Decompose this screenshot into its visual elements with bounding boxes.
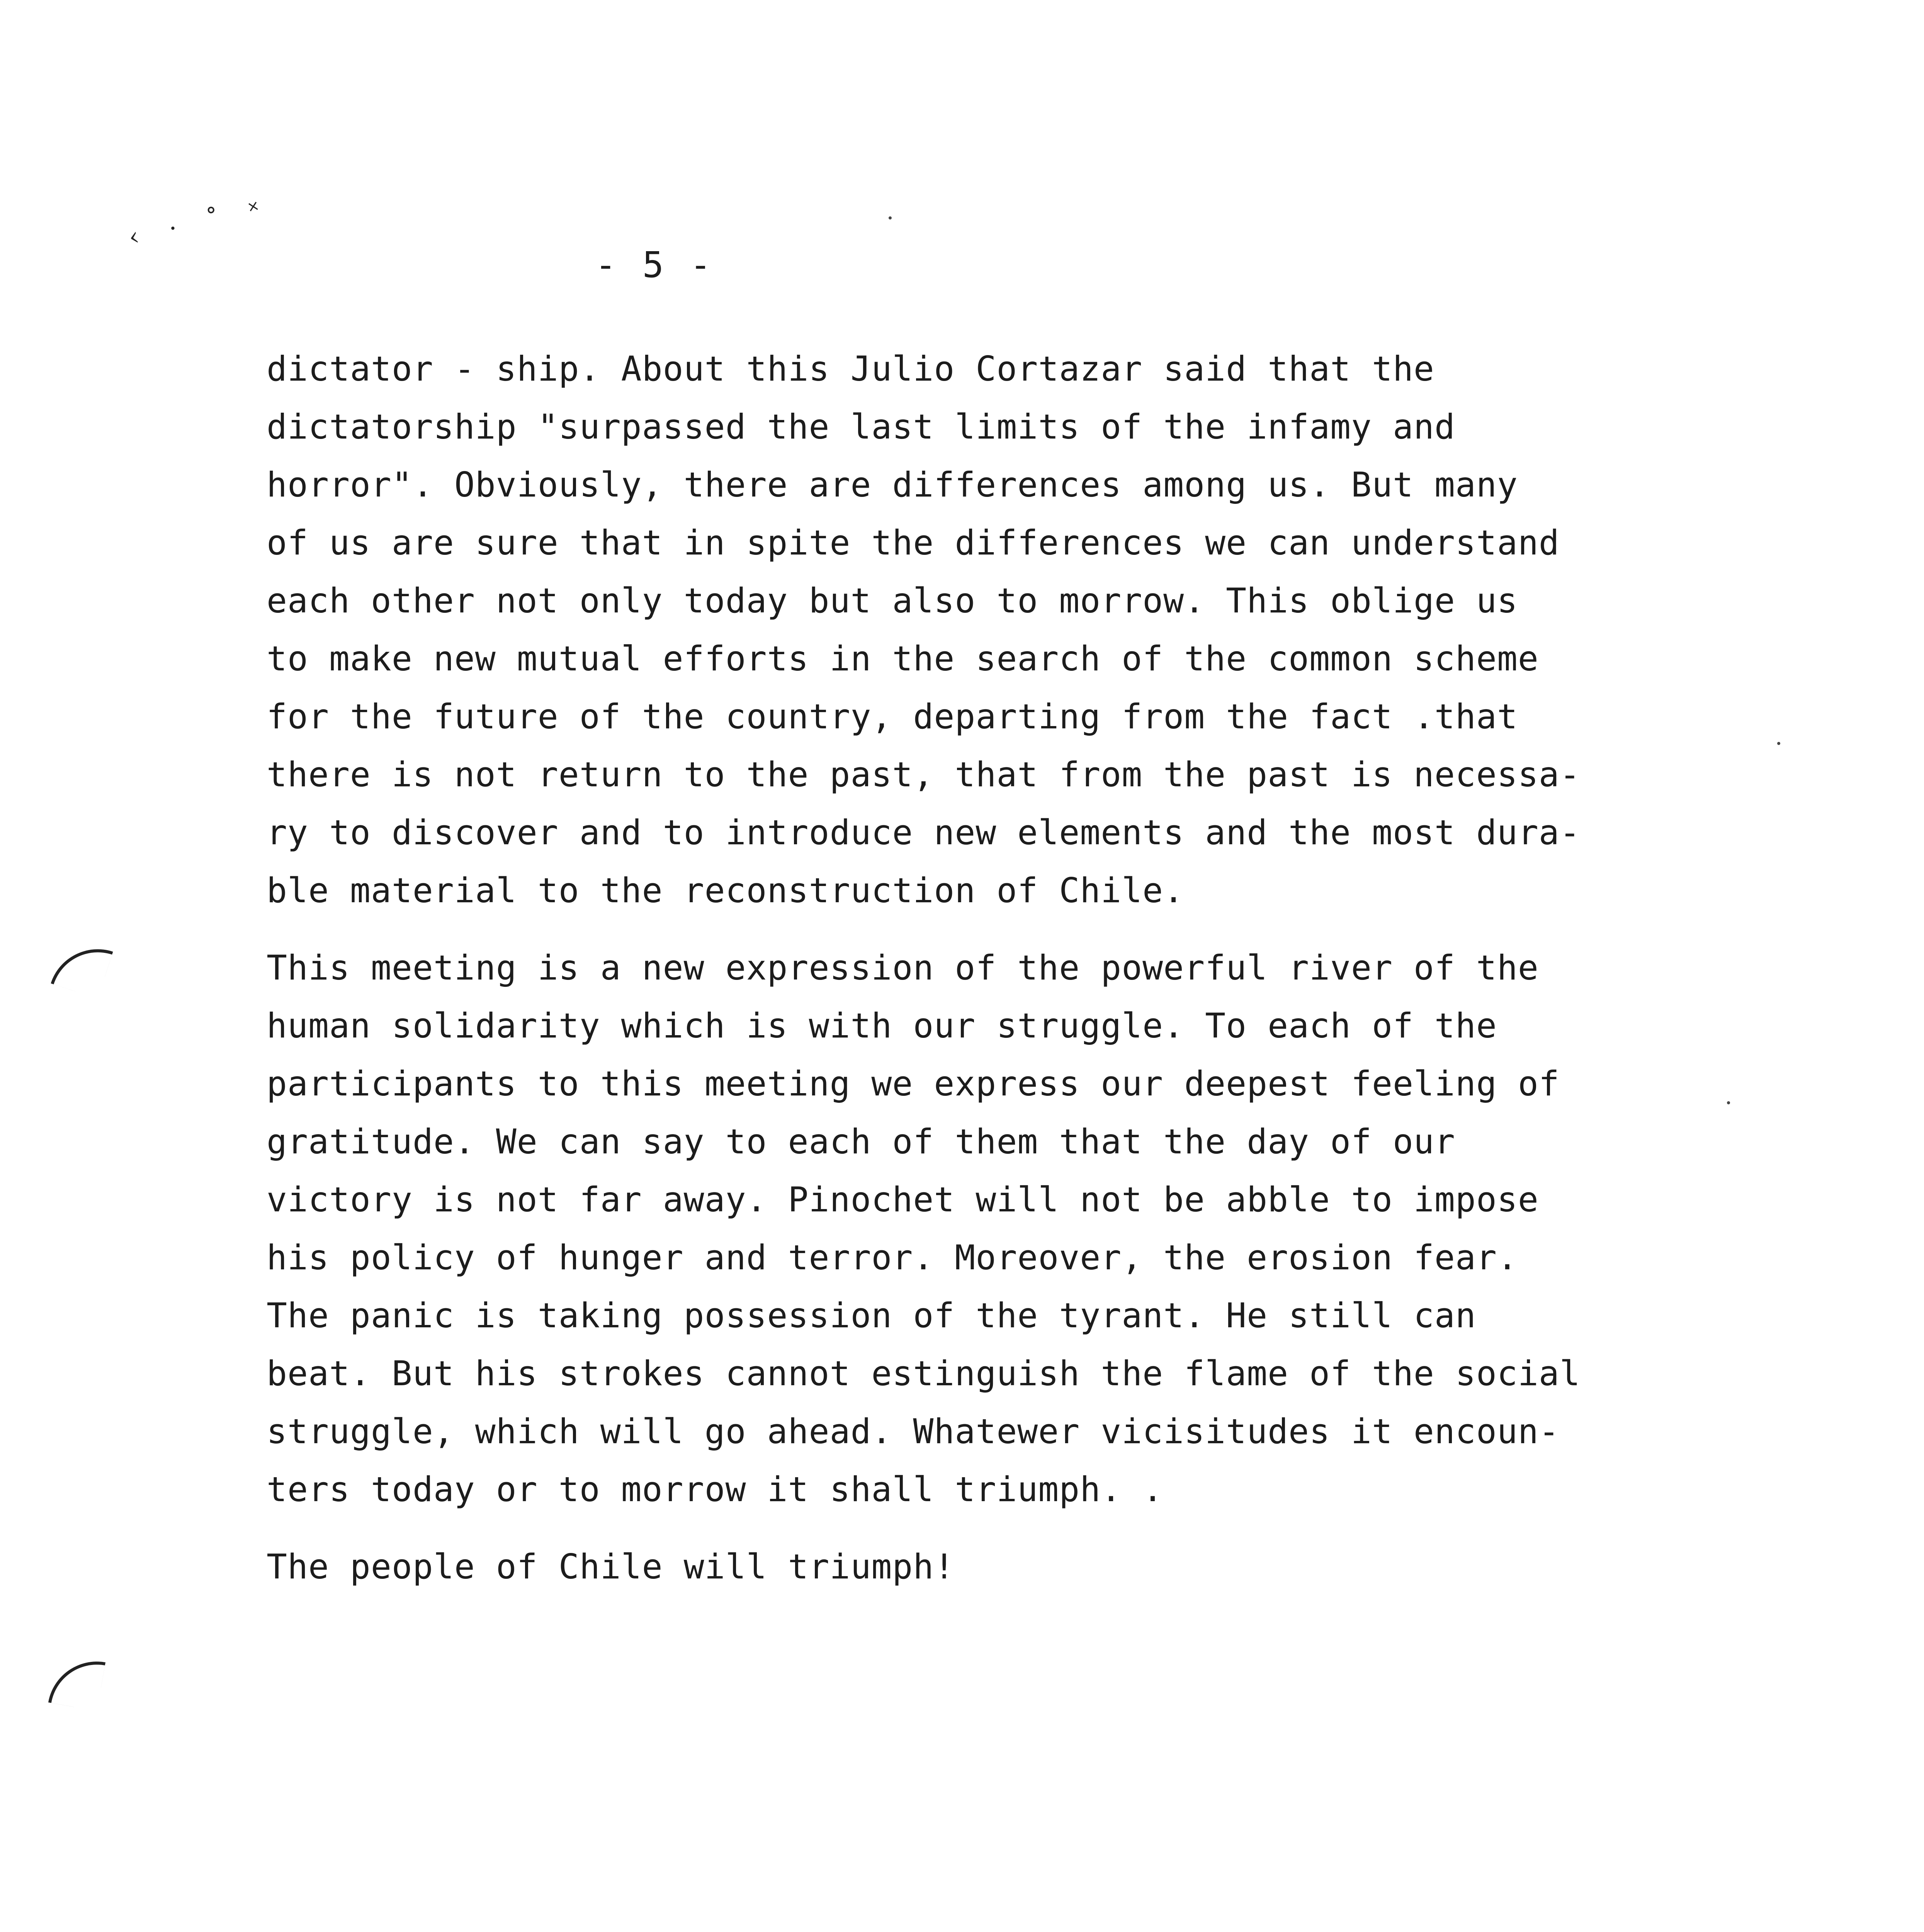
- text-line: victory is not far away. Pinochet will not be abble to impose: [267, 1180, 1539, 1219]
- text-line: horror". Obviously, there are differences among us. But many: [267, 465, 1518, 505]
- text-line: ble material to the reconstruction of Chile.: [267, 871, 1185, 910]
- text-line: ry to discover and to introduce new elements and the most dura-: [267, 813, 1581, 852]
- text-line: gratitude. We can say to each of them that the day of our: [267, 1122, 1455, 1162]
- scan-speck: [1727, 1101, 1730, 1104]
- text-line: human solidarity which is with our struggle. To each of the: [267, 1006, 1497, 1046]
- text-line: struggle, which will go ahead. Whatewer vicisitudes it encoun-: [267, 1412, 1560, 1451]
- text-line: dictator - ship. About this Julio Cortazar said that the: [267, 349, 1435, 389]
- text-line: ters today or to morrow it shall triumph. .: [267, 1469, 1164, 1509]
- text-line: each other not only today but also to morrow. This oblige us: [267, 581, 1518, 621]
- paragraph-1: [267, 340, 1758, 920]
- handwritten-marks: ‹ · ˚ ˟: [126, 194, 274, 252]
- document-body: [267, 340, 1758, 1615]
- text-line: for the future of the country, departing from the fact .that: [267, 697, 1518, 736]
- text-line: The people of Chile will triumph!: [267, 1547, 955, 1587]
- page-number: - 5 -: [595, 244, 714, 286]
- text-line: to make new mutual efforts in the search of the common scheme: [267, 639, 1539, 679]
- text-line: beat. But his strokes cannot estinguish the flame of the social: [267, 1354, 1581, 1393]
- scan-speck: [889, 216, 892, 219]
- text-line: The panic is taking possession of the tyrant. He still can: [267, 1296, 1476, 1335]
- scan-speck: [1777, 742, 1780, 745]
- paragraph-2: [267, 939, 1758, 1519]
- text-line: his policy of hunger and terror. Moreover, the erosion fear.: [267, 1238, 1518, 1277]
- text-line: participants to this meeting we express our deepest feeling of: [267, 1064, 1560, 1104]
- margin-bracket-mark: [48, 1654, 105, 1711]
- text-line: of us are sure that in spite the differences we can understand: [267, 523, 1560, 563]
- margin-bracket-mark: [51, 936, 113, 998]
- text-line: dictatorship "surpassed the last limits of the infamy and: [267, 407, 1455, 447]
- text-line: This meeting is a new expression of the powerful river of the: [267, 948, 1539, 988]
- text-line: there is not return to the past, that from the past is necessa-: [267, 755, 1581, 794]
- paragraph-3: [267, 1538, 1758, 1596]
